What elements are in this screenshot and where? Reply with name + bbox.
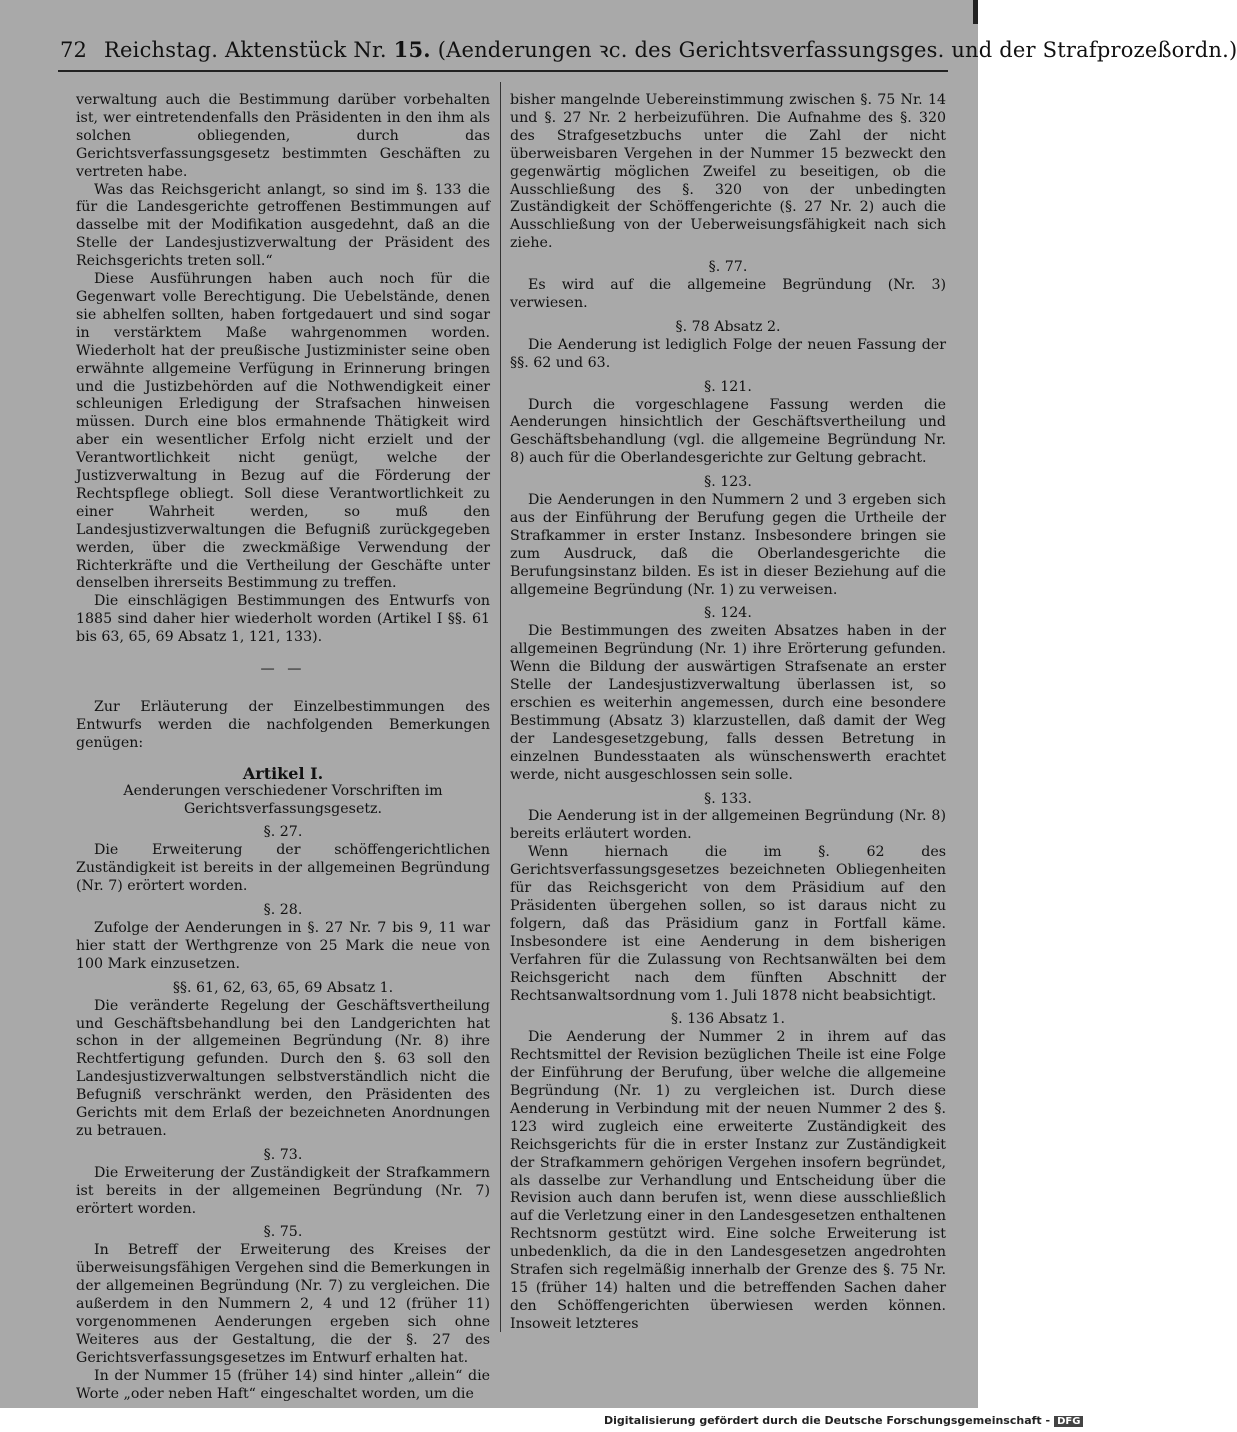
dfg-logo: DFG: [1054, 1416, 1083, 1427]
right-column: [510, 92, 946, 1334]
section-heading: §. 73.: [263, 1146, 303, 1163]
paragraph: Durch die vorgeschlagene Fassung werden die Aenderungen hinsichtlich der Geschäftsvertheilung und Geschäftsbehandlung (vgl. die allgemeine Begründung Nr. 8) auch für die Oberlandesgerichte zur Geltung gebracht.: [510, 396, 946, 467]
paragraph: In der Nummer 15 (früher 14) sind hinter „allein“ die Worte „oder neben Haft“ eingeschaltet worden, um die: [76, 1367, 490, 1402]
section-heading: §. 136 Absatz 1.: [671, 1011, 785, 1028]
page-number: 72: [60, 38, 88, 62]
article-heading: Artikel I.: [242, 763, 324, 783]
header-rule: [58, 70, 948, 72]
continued-paragraph: verwaltung auch die Bestimmung darüber vorbehalten ist, wer eintretendenfalls den Präsidenten in den ihm als solchen obliegenden, durch das Gerichtsverfassungsgesetz bestimmten Geschäften zu vertreten habe.: [76, 92, 490, 180]
paragraph: Die Erweiterung der schöffengerichtlichen Zuständigkeit ist bereits in der allgemeinen Begründung (Nr. 7) erörtert worden.: [76, 842, 490, 895]
paragraph: Die veränderte Regelung der Geschäftsvertheilung und Geschäftsbehandlung bei den Landgerichten hat schon in der allgemeinen Begründung (Nr. 8) ihre Rechtfertigung gefunden. Durch den §. 63 soll den Landesjustizverwaltungen selbstverständlich nicht die Befugniß verschränkt werden, den Präsidenten des Gerichts mit dem Erlaß der bezeichneten Anordnungen zu betrauen.: [76, 997, 490, 1139]
header-doc-number: 15.: [393, 37, 431, 62]
section-heading: §. 124.: [704, 605, 752, 622]
paragraph: Diese Ausführungen haben auch noch für die Gegenwart volle Berechtigung. Die Uebelstände, denen sie abhelfen sollten, haben fortgedauert und sind sogar in verstärktem Maße wahrgenommen worden. Wiederholt hat der preußische Justizminister seine oben erwähnte allgemeine Verfügung in Erinnerung bringen und die Justizbehörden auf die Nothwendigkeit einer schleunigen Erledigung der Strafsachen hinweisen müssen. Durch eine blos ermahnende Thätigkeit wird aber ein wesentlicher Erfolg nicht erzielt und der Verantwortlichkeit nicht genügt, welche der Justizverwaltung in Bezug auf die Förderung der Rechtspflege obliegt. Soll diese Verantwortlichkeit zu einer Wahrheit werden, so muß den Landesjustizverwaltungen die Befugniß zurückgegeben werden, über die zweckmäßige Verwendung der Richterkräfte und die Vertheilung der Geschäfte unter denselben ihrerseits Bestimmung zu treffen.: [76, 271, 490, 592]
paragraph: Wenn hiernach die im §. 62 des Gerichtsverfassungsgesetzes bezeichneten Obliegenheiten für das Reichsgericht von dem Präsidium auf den Präsidenten übergehen sollen, so ist daraus nicht zu folgern, daß das Präsidium ganz in Fortfall käme. Insbesondere ist eine Aenderung in dem bisherigen Verfahren für die Zulassung von Rechtsanwälten bei dem Reichsgericht nach dem fünften Abschnitt der Rechtsanwaltsordnung vom 1. Juli 1878 nicht beabsichtigt.: [510, 844, 946, 1004]
paragraph: Die Aenderung ist lediglich Folge der neuen Fassung der §§. 62 und 63.: [510, 336, 946, 371]
section-heading: §. 78 Absatz 2.: [675, 318, 781, 335]
paragraph: Die einschlägigen Bestimmungen des Entwurfs von 1885 sind daher hier wiederholt worden (Artikel I §§. 61 bis 63, 65, 69 Absatz 1, 121, 133).: [76, 593, 490, 646]
footer-credit: [604, 1414, 1083, 1427]
paragraph: Die Bestimmungen des zweiten Absatzes haben in der allgemeinen Begründung (Nr. 1) ihre Erörterung gefunden. Wenn die Bildung der auswärtigen Strafsenate an erster Stelle der Landesjustizverwaltung überlassen ist, so erschien es weiterhin angemessen, durch eine besondere Bestimmung (Absatz 3) klarzustellen, daß damit der Weg der Landesgesetzgebung, falls dessen Betretung in einzelnen Bundesstaaten als wünschenswerth erachtet werde, nicht ausgeschlossen sein solle.: [510, 623, 946, 783]
section-separator: — —: [260, 661, 306, 678]
paragraph: Zur Erläuterung der Einzelbestimmungen des Entwurfs werden die nachfolgenden Bemerkungen genügen:: [76, 699, 490, 751]
footer-text: Digitalisierung gefördert durch die Deutsche Forschungsgemeinschaft -: [604, 1414, 1051, 1427]
header-subtitle: (Aenderungen ꝛc. des Gerichtsverfassungsges. und der Strafprozeßordn.): [437, 38, 1237, 62]
section-heading: §. 75.: [263, 1224, 303, 1241]
section-heading: §. 121.: [704, 378, 752, 395]
paragraph: Zufolge der Aenderungen in §. 27 Nr. 7 bis 9, 11 war hier statt der Werthgrenze von 25 Mark die neue von 100 Mark einzusetzen.: [76, 919, 490, 972]
paragraph: Es wird auf die allgemeine Begründung (Nr. 3) verwiesen.: [510, 277, 946, 311]
scan-edge-mark: [973, 0, 978, 24]
header-title: Reichstag. Aktenstück Nr.: [104, 38, 387, 62]
paragraph: Die Aenderung ist in der allgemeinen Begründung (Nr. 8) bereits erläutert worden.: [510, 808, 946, 843]
page-header: [60, 36, 1237, 64]
article-subheading: Aenderungen verschiedener Vorschriften im Gerichtsverfassungsgesetz.: [123, 782, 443, 817]
section-heading: §. 28.: [263, 902, 303, 919]
paragraph: Was das Reichsgericht anlangt, so sind im §. 133 die für die Landesgerichte getroffenen Bestimmungen auf dasselbe mit der Modifikation ausgedehnt, daß an die Stelle der Landesjustizverwaltung der Präsident des Reichsgerichts treten soll.“: [76, 181, 490, 270]
column-divider: [500, 82, 501, 1332]
left-column: [76, 92, 490, 1404]
paragraph: Die Erweiterung der Zuständigkeit der Strafkammern ist bereits in der allgemeinen Begründung (Nr. 7) erörtert worden.: [76, 1164, 490, 1217]
section-heading: §. 27.: [263, 824, 303, 841]
section-heading: §. 133.: [704, 790, 752, 807]
section-heading: §. 123.: [704, 474, 752, 491]
paragraph: Die Aenderung der Nummer 2 in ihrem auf das Rechtsmittel der Revision bezüglichen Theile ist eine Folge der Einführung der Berufung, über welche die allgemeine Begründung (Nr. 1) zu vergleichen ist. Durch diese Aenderung in Verbindung mit der neuen Nummer 2 des §. 123 wird zugleich eine erweiterte Zuständigkeit des Reichsgerichts für die in erster Instanz zur Zuständigkeit der Strafkammern gehörigen Vergehen insofern begründet, als dasselbe zur Verhandlung und Entscheidung über die Revision auch dann berufen ist, wenn diese ausschließlich auf die Verletzung einer in den Landesgesetzen enthaltenen Rechtsnorm gestützt wird. Eine solche Erweiterung ist unbedenklich, da die in den Landesgesetzen angedrohten Strafen sich regelmäßig innerhalb der Grenze des §. 75 Nr. 15 (früher 14) halten und die betreffenden Sachen daher den Schöffengerichten überwiesen werden können. Insoweit letzteres: [510, 1029, 946, 1332]
continued-paragraph: bisher mangelnde Uebereinstimmung zwischen §. 75 Nr. 14 und §. 27 Nr. 2 herbeizuführen. Die Aufnahme des §. 320 des Strafgesetzbuchs unter die Zahl der nicht überweisbaren Vergehen in der Nummer 15 bezweckt den gegenwärtig möglichen Zweifel zu beseitigen, ob die Ausschließung des §. 320 von der unbedingten Zuständigkeit der Schöffengerichte (§. 27 Nr. 2) auch die Ausschließung von der Ueberweisungsfähigkeit nach sich ziehe.: [510, 92, 946, 252]
paragraph: Die Aenderungen in den Nummern 2 und 3 ergeben sich aus der Einführung der Berufung gegen die Urtheile der Strafkammer in erster Instanz. Insbesondere bringen sie zum Ausdruck, daß die Oberlandesgerichte die Berufungsinstanz bilden. Es ist in dieser Beziehung auf die allgemeine Begründung (Nr. 1) zu verweisen.: [510, 492, 946, 598]
paragraph: In Betreff der Erweiterung des Kreises der überweisungsfähigen Vergehen sind die Bemerkungen in der allgemeinen Begründung (Nr. 7) zu vergleichen. Die außerdem in den Nummern 2, 4 und 12 (früher 11) vorgenommenen Aenderungen ergeben sich ohne Weiteres aus der Gestaltung, die der §. 27 des Gerichtsverfassungsgesetzes im Entwurf erhalten hat.: [76, 1242, 490, 1366]
section-heading: §. 77.: [708, 259, 748, 276]
section-heading: §§. 61, 62, 63, 65, 69 Absatz 1.: [172, 979, 394, 996]
